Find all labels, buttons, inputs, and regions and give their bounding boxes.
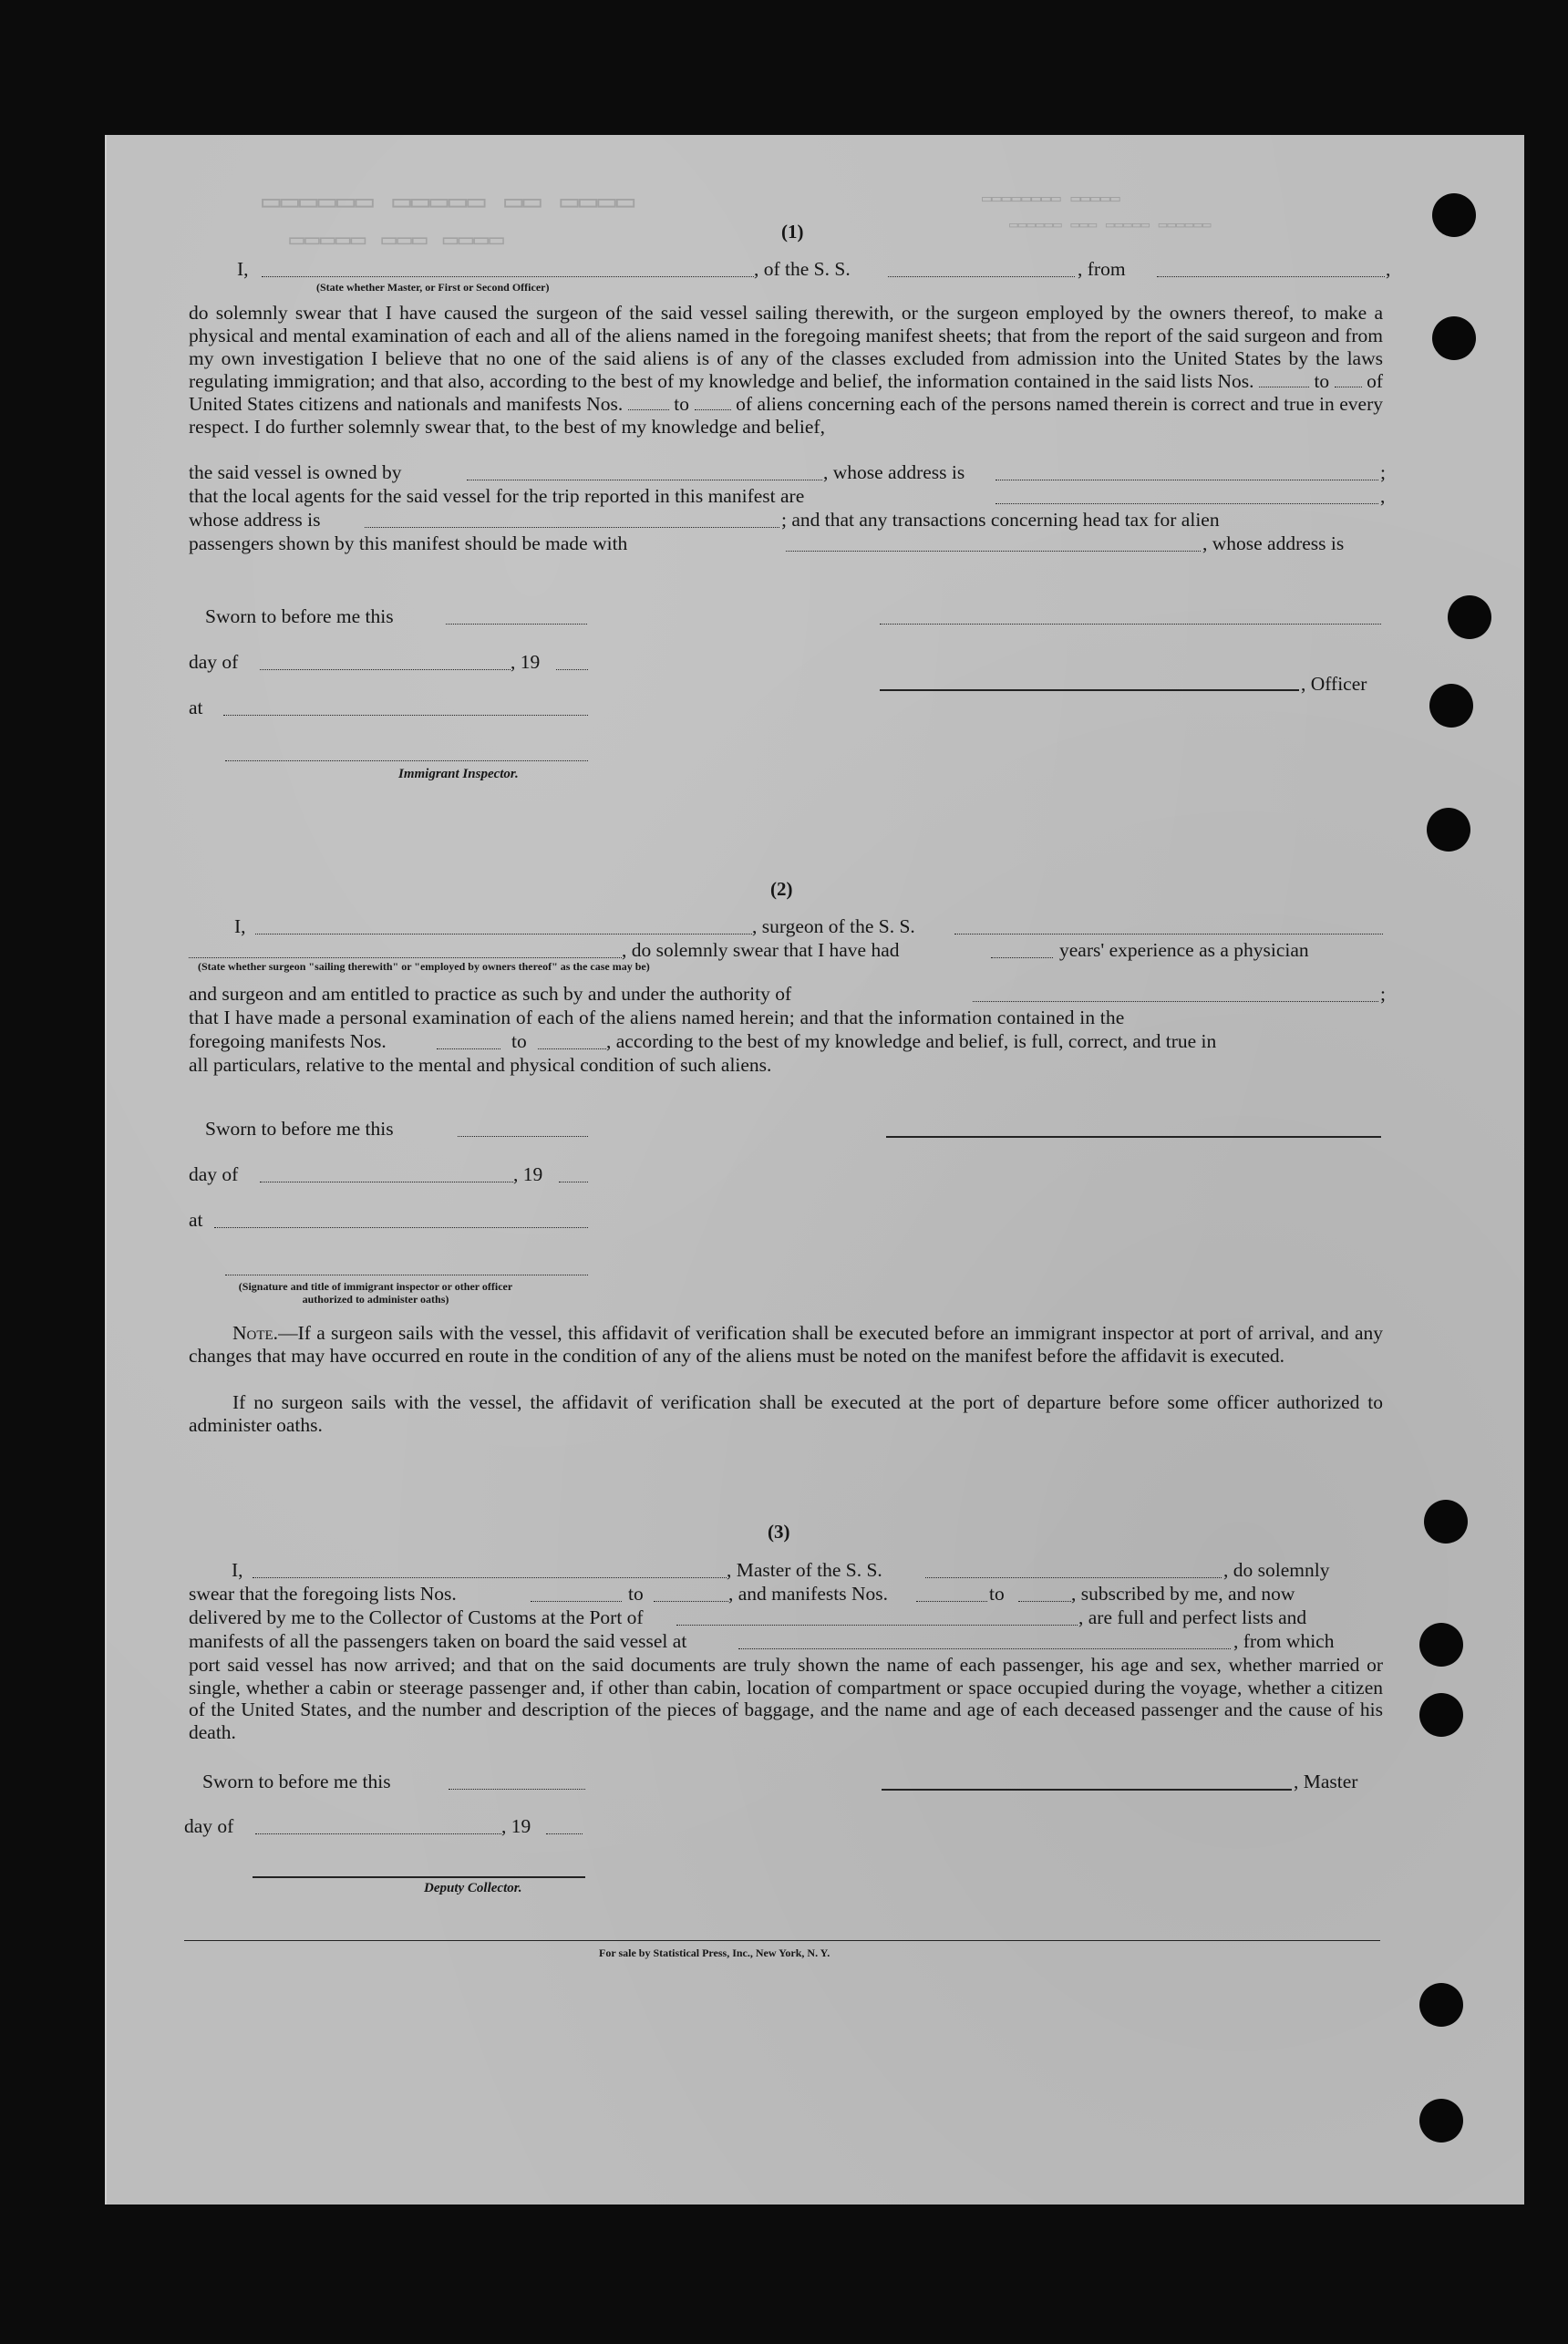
s2-sworn-field <box>458 1136 588 1137</box>
s1-agents-address: whose address is <box>189 509 321 531</box>
bleed-through-mark: ▭▭▭▭▭ ▭▭▭▭▭▭▭▭ <box>982 190 1120 208</box>
s1-comma: , <box>1380 485 1386 507</box>
s2-line2-b: years' experience as a physician <box>1059 939 1309 961</box>
s1-line1-of-ss: , of the S. S. <box>754 258 851 280</box>
s3-body: port said vessel has now arrived; and that on the said documents are truly shown the name of each passenger, his age and sex, whether married or single, whether a cabin or steerage passenger and, if other than cabin, location of compartment or space occupied during the voyage, whether a citizen of the United States, and the number and description of the pieces of baggage, and the name and age of each deceased passenger and the cause of his death. <box>189 1654 1383 1743</box>
s1-at-field <box>223 715 588 716</box>
s1-head-tax-party-field <box>786 551 1201 552</box>
s2-surgeon-name-field <box>255 934 752 935</box>
s3-l4-b: , from which <box>1233 1630 1335 1652</box>
s1-body-c: of aliens concerning each of the persons named therein is correct and true in every respect. I do further solemnly swear that, to the best of my knowledge and belief, <box>189 393 1384 438</box>
punch-hole <box>1432 193 1476 237</box>
s2-line5-to: to <box>511 1030 527 1052</box>
s3-master-sig-line <box>882 1789 1292 1791</box>
s1-officer-name-field <box>262 276 754 277</box>
s3-l3-a: delivered by me to the Collector of Customs at the Port of <box>189 1606 644 1628</box>
s1-body-to1: to <box>1314 370 1330 392</box>
s3-l2-to2: to <box>989 1583 1005 1605</box>
s3-day-field <box>255 1833 501 1834</box>
s1-whose-address: , whose address is <box>823 461 965 483</box>
s2-line4: that I have made a personal examination of each of the aliens named herein; and that the information contained in the <box>189 1007 1125 1028</box>
blank-field <box>628 409 669 410</box>
s1-local-agents: that the local agents for the said vessel for the trip reported in this manifest are <box>189 485 805 507</box>
s2-line2-a: , do solemnly swear that I have had <box>622 939 900 961</box>
s2-day-of: day of <box>189 1163 239 1185</box>
s3-year-field <box>546 1833 583 1834</box>
section-1-heading: (1) <box>781 221 804 243</box>
s3-deputy-collector: Deputy Collector. <box>424 1881 522 1895</box>
footer-rule <box>184 1940 1380 1941</box>
s1-officer-sig-line-1 <box>880 624 1381 625</box>
s3-lists-to-field <box>654 1601 728 1602</box>
s2-line1-i: I, <box>234 915 246 937</box>
s3-l1-solemnly: , do solemnly <box>1223 1559 1330 1581</box>
manifest-page <box>105 135 1524 2205</box>
s3-sworn: Sworn to before me this <box>202 1771 391 1792</box>
s2-at: at <box>189 1209 203 1231</box>
s2-surgeon-type-field <box>189 957 622 958</box>
s2-line6: all particulars, relative to the mental and physical condition of such aliens. <box>189 1054 772 1076</box>
punch-hole <box>1424 1500 1468 1544</box>
bleed-through-mark: ▭▭▭▭▭▭ ▭▭▭▭▭ ▭▭▭ ▭▭▭▭▭▭ <box>1009 217 1212 233</box>
s1-inspector-sig-line <box>225 760 588 761</box>
section-3-heading: (3) <box>768 1521 790 1543</box>
s3-l2-subscribed: , subscribed by me, and now <box>1071 1583 1295 1605</box>
punch-hole <box>1432 316 1476 360</box>
s2-line5-c: , according to the best of my knowledge and belief, is full, correct, and true in <box>606 1030 1217 1052</box>
s2-note <box>189 1322 1383 1368</box>
bleed-through-mark: ▭▭▭▭ ▭▭▭ ▭▭▭▭▭ <box>289 226 504 254</box>
s3-l2-manifests: , and manifests Nos. <box>728 1583 888 1605</box>
s3-nineteen: , 19 <box>501 1815 531 1837</box>
s1-owned-by: the said vessel is owned by <box>189 461 402 483</box>
s1-line1-i: I, <box>237 258 249 280</box>
s3-manifests-to-field <box>1018 1601 1071 1602</box>
s1-officer-sig-line <box>880 689 1299 691</box>
section-2-heading: (2) <box>770 878 793 900</box>
s1-body-a: do solemnly swear that I have caused the surgeon of the said vessel sailing therewith, or the surgeon employed by the owners thereof, to make a physical and mental examination of each and all of the aliens named in the foregoing manifest sheets; that from the report of the said surgeon and from my own investigation I believe that no one of the said aliens is of any of the classes excluded from admission into the United States by the laws regulating immigration; and that also, according to the best of my knowledge and belief, the information contained in the said lists Nos. <box>189 302 1383 392</box>
s1-sworn-field <box>446 624 587 625</box>
punch-hole <box>1419 1983 1463 2027</box>
s3-l3-b: , are full and perfect lists and <box>1078 1606 1307 1628</box>
s2-authority-field <box>973 1001 1378 1002</box>
s2-signature-caption: (Signature and title of immigrant inspector or other officer authorized to administer oaths) <box>238 1280 513 1306</box>
s3-departure-field <box>738 1648 1231 1649</box>
s1-from-field <box>1157 276 1385 277</box>
punch-hole <box>1429 684 1473 728</box>
s3-sworn-field <box>449 1789 585 1790</box>
surgeon-caption: (State whether surgeon "sailing therewith" or "employed by owners thereof" as the case may be) <box>198 960 650 973</box>
s2-note-text: —If a surgeon sails with the vessel, this affidavit of verification shall be executed before an immigrant inspector at port of arrival, and any changes that may have occurred en route in the condition of any of the aliens must be noted on the manifest before the affidavit is executed. <box>189 1322 1383 1367</box>
s1-officer-label: , Officer <box>1301 673 1367 695</box>
s2-manifest-from-field <box>437 1048 500 1049</box>
s2-years-field <box>991 957 1053 958</box>
s1-ship-name-field <box>888 276 1075 277</box>
s2-semicolon: ; <box>1380 983 1386 1005</box>
s3-master-label: , Master <box>1294 1771 1358 1792</box>
printer-footer: For sale by Statistical Press, Inc., New York, N. Y. <box>599 1946 830 1959</box>
s3-lists-from-field <box>531 1601 622 1602</box>
s2-at-field <box>214 1227 588 1228</box>
s1-nineteen: , 19 <box>511 651 541 673</box>
blank-field <box>695 409 731 410</box>
s3-l2-to1: to <box>628 1583 644 1605</box>
s2-surgeon-sig-line <box>886 1136 1381 1138</box>
s1-year-field <box>556 669 588 670</box>
s3-l1-i: I, <box>232 1559 243 1581</box>
s2-manifest-to-field <box>538 1048 606 1049</box>
s1-whose-address-3: , whose address is <box>1202 532 1345 554</box>
s1-semicolon: ; <box>1380 461 1386 483</box>
s1-body-to2: to <box>674 393 690 415</box>
s1-line1-comma: , <box>1386 258 1391 280</box>
officer-caption: (State whether Master, or First or Second Officer) <box>316 281 550 294</box>
s1-line1-from: , from <box>1078 258 1126 280</box>
s3-manifests-from-field <box>916 1601 987 1602</box>
s1-agents-address-field <box>365 527 779 528</box>
s1-oath-body <box>189 302 1383 439</box>
s1-at: at <box>189 697 203 718</box>
s2-line5-a: foregoing manifests Nos. <box>189 1030 387 1052</box>
s1-day-field <box>260 669 511 670</box>
s3-ship-field <box>925 1577 1222 1578</box>
s2-ship-name-field <box>954 934 1383 935</box>
punch-hole <box>1448 595 1491 639</box>
s1-head-tax: ; and that any transactions concerning head tax for alien <box>781 509 1220 531</box>
s1-immigrant-inspector: Immigrant Inspector. <box>398 767 519 781</box>
punch-hole <box>1419 2099 1463 2143</box>
s3-l4-a: manifests of all the passengers taken on board the said vessel at <box>189 1630 687 1652</box>
s3-day-of: day of <box>184 1815 234 1837</box>
s1-day-of: day of <box>189 651 239 673</box>
s1-body-b: of United States citizens and nationals and manifests Nos. <box>189 370 1384 415</box>
s2-sworn: Sworn to before me this <box>205 1118 394 1140</box>
s1-passengers-shown: passengers shown by this manifest should be made with <box>189 532 628 554</box>
s2-nineteen: , 19 <box>513 1163 543 1185</box>
s1-agents-field <box>995 503 1378 504</box>
punch-hole <box>1419 1623 1463 1667</box>
bleed-through-mark: ▭▭▭▭ ▭▭ ▭▭▭▭▭ ▭▭▭▭▭▭ <box>262 185 635 220</box>
punch-hole <box>1419 1693 1463 1737</box>
s3-l2-a: swear that the foregoing lists Nos. <box>189 1583 457 1605</box>
s1-sworn: Sworn to before me this <box>205 605 394 627</box>
s2-note-label: Note. <box>232 1322 279 1344</box>
s3-collector-sig-line <box>253 1876 585 1878</box>
s2-line3: and surgeon and am entitled to practice as such by and under the authority of <box>189 983 792 1005</box>
s3-port-field <box>676 1625 1078 1626</box>
s3-master-name-field <box>253 1577 727 1578</box>
punch-hole <box>1427 808 1470 852</box>
s3-l1-master: , Master of the S. S. <box>727 1559 882 1581</box>
s2-note-2: If no surgeon sails with the vessel, the affidavit of verification shall be executed at the port of departure before some officer authorized to administer oaths. <box>189 1391 1383 1436</box>
s2-line1-ss: , surgeon of the S. S. <box>752 915 915 937</box>
